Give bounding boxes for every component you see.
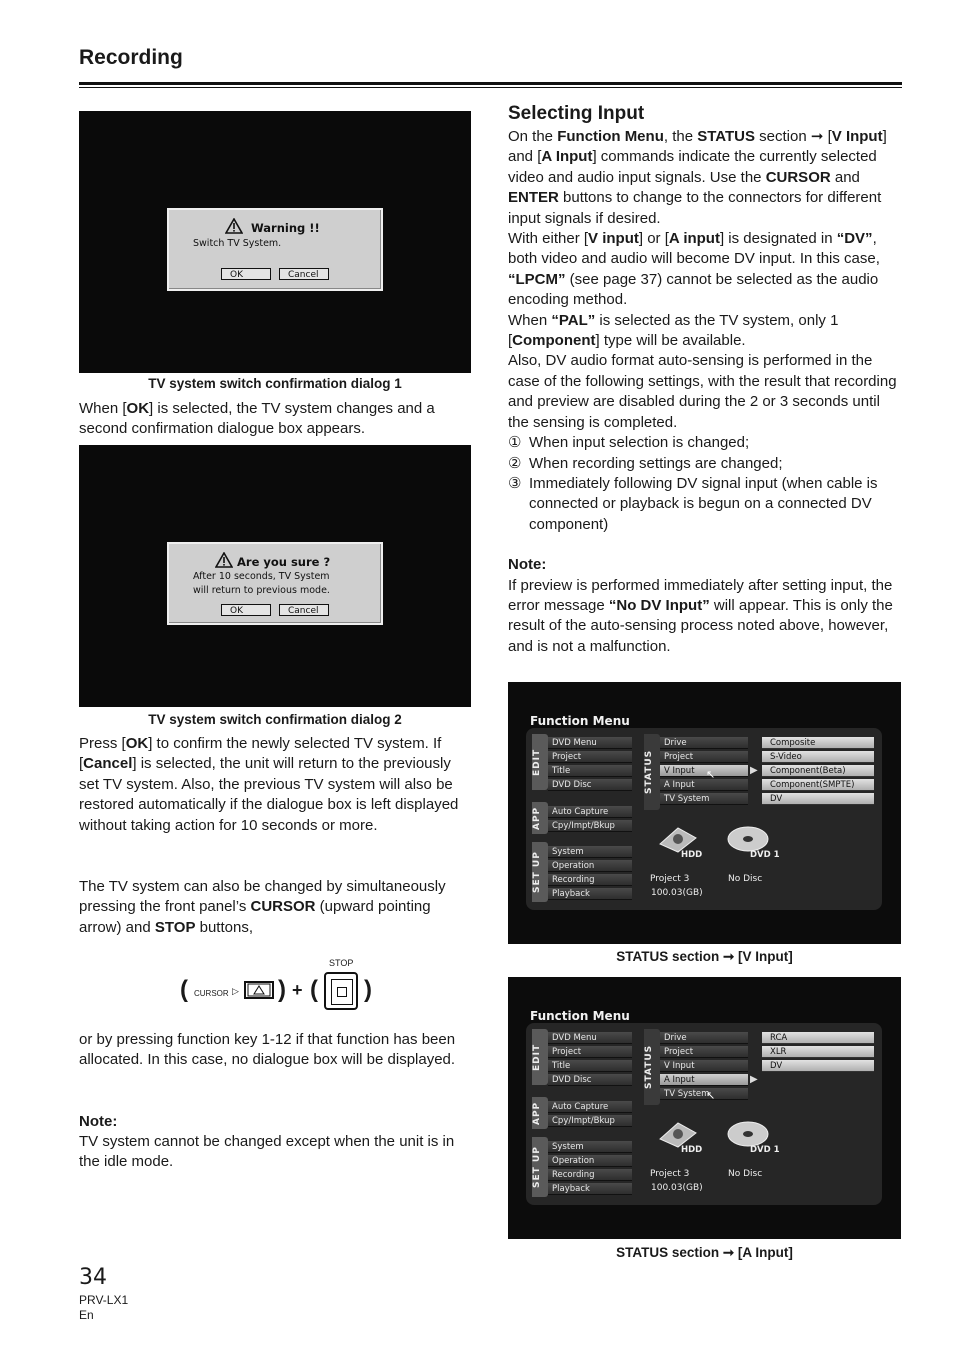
dialog-message: After 10 seconds, TV System will return to previous mode. [193,571,330,596]
menu-item-operation[interactable]: Operation [548,860,632,872]
menu-item-auto-capture[interactable]: Auto Capture [548,806,632,818]
list-item: ② When recording settings are changed; [508,454,783,472]
warning-icon [215,552,233,568]
group-tab-setup: SET UP [532,1137,548,1197]
ok-button[interactable]: OK [221,268,271,280]
mouse-pointer-icon: ↖ [706,1089,716,1102]
menu-item-playback[interactable]: Playback [548,1183,632,1195]
group-tab-setup: SET UP [532,842,548,902]
menu-item-dvd-menu[interactable]: DVD Menu [548,737,632,749]
option-xlr[interactable]: XLR [762,1046,874,1058]
plus-sign: + [292,980,303,1000]
menu-item-dvd-disc[interactable]: DVD Disc [548,779,632,791]
submenu-arrow-icon: ▶ [750,765,758,776]
cancel-button[interactable]: Cancel [279,268,329,280]
warning-dialog [167,208,383,291]
para-auto-sensing: Also, DV audio format auto-sensing is performed in the case of the following settings, with the result that recording and preview are disabled during the 2 or 3 seconds until the sensing is completed. [508,352,897,431]
dialog1-caption: TV system switch confirmation dialog 1 [148,376,402,391]
confirm-dialog [167,542,383,625]
status-item-a-input[interactable]: A Input [660,1074,748,1086]
project-name: Project 3 [650,1169,690,1179]
header-rule [79,82,902,85]
cursor-label: CURSOR [194,989,229,998]
cursor-up-button-icon [244,981,274,999]
status-item-a-input[interactable]: A Input [660,779,748,791]
group-tab-edit: EDIT [532,734,548,790]
function-menu-a-input [508,977,901,1239]
list-item: ③ Immediately following DV signal input (when cable is connected or playback is begun on a connected DV component) [508,474,878,533]
menu2-caption: STATUS section ➞ [A Input] [616,1245,793,1260]
para-dv: With either [V input] or [A input] is designated in “DV”, both video and audio will become DV input. In this case, “LPCM” (see page 37) cannot be selected as the audio encoding method. [508,230,880,309]
left-note-heading: Note: [79,1113,118,1130]
right-note-heading: Note: [508,556,547,574]
status-item-v-input[interactable]: V Input [660,1060,748,1072]
menu-item-dvd-menu[interactable]: DVD Menu [548,1032,632,1044]
model-name: PRV-LX1 [79,1293,129,1307]
status-item-project[interactable]: Project [660,1046,748,1058]
menu-item-recording[interactable]: Recording [548,1169,632,1181]
page-number: 34 [79,1265,107,1290]
group-tab-status: STATUS [644,734,660,810]
ok-button[interactable]: OK [221,604,271,616]
group-tab-app: APP [532,802,548,834]
status-item-project[interactable]: Project [660,751,748,763]
option-rca[interactable]: RCA [762,1032,874,1044]
function-menu-panel [526,728,882,910]
function-menu-title: Function Menu [530,714,630,728]
option-dv[interactable]: DV [762,793,874,805]
status-item-tv-system[interactable]: TV System [660,793,748,805]
menu-item-auto-capture[interactable]: Auto Capture [548,1101,632,1113]
para-confirm: Press [OK] to confirm the newly selected TV system. If [Cancel] is selected, the unit will return to the previously set TV system. Also, the previous TV system will also be restored automatically if the dialogue box is left displayed without taking action for 10 seconds or more. [79,735,459,834]
menu-item-system[interactable]: System [548,1141,632,1153]
menu-item-title[interactable]: Title [548,765,632,777]
open-paren: ( [310,976,318,1003]
right-text [508,127,902,657]
section-title: Recording [79,46,183,69]
project-name: Project 3 [650,874,690,884]
group-tab-app: APP [532,1097,548,1129]
menu-item-playback[interactable]: Playback [548,888,632,900]
option-component-beta[interactable]: Component(Beta) [762,765,874,777]
option-dv[interactable]: DV [762,1060,874,1072]
open-paren: ( [180,976,188,1003]
menu-item-copy-import-backup[interactable]: Cpy/Impt/Bkup [548,1115,632,1127]
dialog-title: Warning !! [251,221,320,235]
menu-item-system[interactable]: System [548,846,632,858]
stop-label: STOP [329,958,354,968]
group-tab-status: STATUS [644,1029,660,1105]
list-item: ① When input selection is changed; [508,434,750,452]
menu-item-project[interactable]: Project [548,1046,632,1058]
mouse-pointer-icon: ↖ [706,768,716,781]
disc-status: No Disc [728,1169,763,1179]
selecting-input-heading: Selecting Input [508,103,645,124]
dialog-title: Are you sure ? [237,555,331,569]
function-menu-panel [526,1023,882,1205]
cancel-button[interactable]: Cancel [279,604,329,616]
dvd-label: DVD 1 [750,1145,780,1155]
dvd-label: DVD 1 [750,850,780,860]
dialog2-screenshot [79,445,471,707]
right-note-text: If preview is performed immediately after setting input, the error message “No DV Input” will appear. This is only the result of the auto-sensing process noted above, however, and is not a malfunction. [508,576,893,655]
group-tab-edit: EDIT [532,1029,548,1085]
disc-status: No Disc [728,874,763,884]
stop-button-icon [324,972,358,1010]
language-code: En [79,1308,94,1322]
dialog2-caption: TV system switch confirmation dialog 2 [148,712,402,727]
para-pal: When “PAL” is selected as the TV system, only 1 [Component] type will be available. [508,311,839,350]
function-menu-title: Function Menu [530,1009,630,1023]
menu-item-title[interactable]: Title [548,1060,632,1072]
header-rule-thin [79,87,902,88]
close-paren: ) [364,976,372,1003]
dialog1-screenshot [79,111,471,373]
status-item-drive[interactable]: Drive [660,1032,748,1044]
function-menu-v-input [508,682,901,944]
menu-item-copy-import-backup[interactable]: Cpy/Impt/Bkup [548,820,632,832]
para-function-key: or by pressing function key 1-12 if that function has been allocated. In this case, no dialogue box will be displayed. [79,1031,456,1069]
option-composite[interactable]: Composite [762,737,874,749]
warning-icon [225,218,243,234]
dialog-message: Switch TV System. [193,238,282,249]
hdd-capacity: 100.03(GB) [651,1183,703,1193]
hdd-label: HDD [681,850,703,860]
option-component-smpte[interactable]: Component(SMPTE) [762,779,874,791]
left-note-text: TV system cannot be changed except when the unit is in the idle mode. [79,1133,455,1171]
status-item-tv-system[interactable]: TV System [660,1088,748,1100]
hdd-capacity: 100.03(GB) [651,888,703,898]
menu1-caption: STATUS section ➞ [V Input] [616,949,793,964]
hdd-label: HDD [681,1145,703,1155]
menu-item-dvd-disc[interactable]: DVD Disc [548,1074,632,1086]
para-ok-selected: When [OK] is selected, the TV system changes and a second confirmation dialogue box appears. [79,400,435,438]
status-item-drive[interactable]: Drive [660,737,748,749]
close-paren: ) [278,976,286,1003]
menu-item-recording[interactable]: Recording [548,874,632,886]
arrow-right-icon: ▷ [232,986,239,996]
submenu-arrow-icon: ▶ [750,1074,758,1085]
menu-item-operation[interactable]: Operation [548,1155,632,1167]
status-item-v-input[interactable]: V Input [660,765,748,777]
menu-item-project[interactable]: Project [548,751,632,763]
option-s-video[interactable]: S-Video [762,751,874,763]
para-status-section: On the Function Menu, the STATUS section ➞ [V Input] and [A Input] commands indicate the currently selected video and audio input signals. Use the CURSOR and ENTER buttons to change to the connectors for different input signals if desired. [508,128,887,227]
para-front-panel: The TV system can also be changed by simultaneously pressing the front panel’s CURSOR (upward pointing arrow) and STOP buttons, [79,878,446,936]
button-combo-figure [180,956,380,1012]
